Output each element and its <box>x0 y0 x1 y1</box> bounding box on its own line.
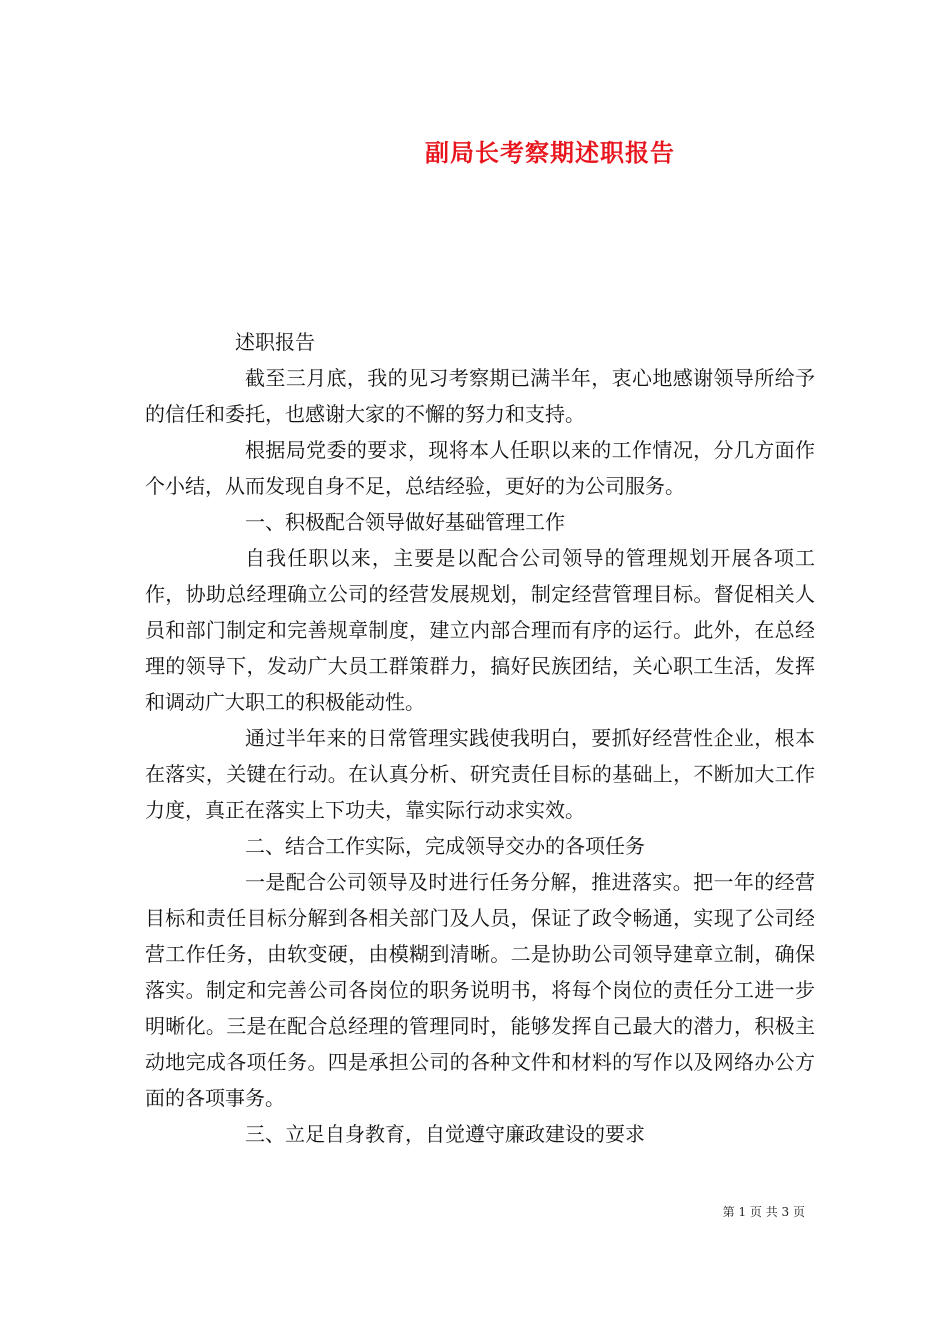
section-heading: 一、积极配合领导做好基础管理工作 <box>245 510 565 534</box>
paragraph: 通过半年来的日常管理实践使我明白，要抓好经营性企业，根本在落实，关键在行动。在认真分析、研究责任目标的基础上，不断加大工作力度，真正在落实上下功夫，靠实际行动求实效。 <box>145 726 815 822</box>
paragraph: 一是配合公司领导及时进行任务分解，推进落实。把一年的经营目标和责任目标分解到各相关部门及人员，保证了政令畅通，实现了公司经营工作任务，由软变硬，由模糊到清晰。二是协助公司领导建章立制，确保落实。制定和完善公司各岗位的职务说明书，将每个岗位的责任分工进一步明晰化。三是在配合总经理的管理同时，能够发挥自己最大的潜力，积极主动地完成各项任务。四是承担公司的各种文件和材料的写作以及网络办公方面的各项事务。 <box>145 870 815 1110</box>
document-heading: 述职报告 <box>235 330 315 354</box>
document-body <box>145 360 815 1152</box>
document-title: 副局长考察期述职报告 <box>425 138 675 167</box>
page-number-footer: 第 1 页 共 3 页 <box>722 1205 805 1219</box>
paragraph: 截至三月底，我的见习考察期已满半年，衷心地感谢领导所给予的信任和委托，也感谢大家的不懈的努力和支持。 <box>145 366 815 426</box>
section-heading: 二、结合工作实际，完成领导交办的各项任务 <box>245 834 645 858</box>
paragraph: 自我任职以来，主要是以配合公司领导的管理规划开展各项工作，协助总经理确立公司的经营发展规划，制定经营管理目标。督促相关人员和部门制定和完善规章制度，建立内部合理而有序的运行。此外，在总经理的领导下，发动广大员工群策群力，搞好民族团结，关心职工生活，发挥和调动广大职工的积极能动性。 <box>145 546 815 714</box>
section-heading: 三、立足自身教育，自觉遵守廉政建设的要求 <box>245 1122 645 1146</box>
paragraph: 根据局党委的要求，现将本人任职以来的工作情况，分几方面作个小结，从而发现自身不足，总结经验，更好的为公司服务。 <box>145 438 815 498</box>
